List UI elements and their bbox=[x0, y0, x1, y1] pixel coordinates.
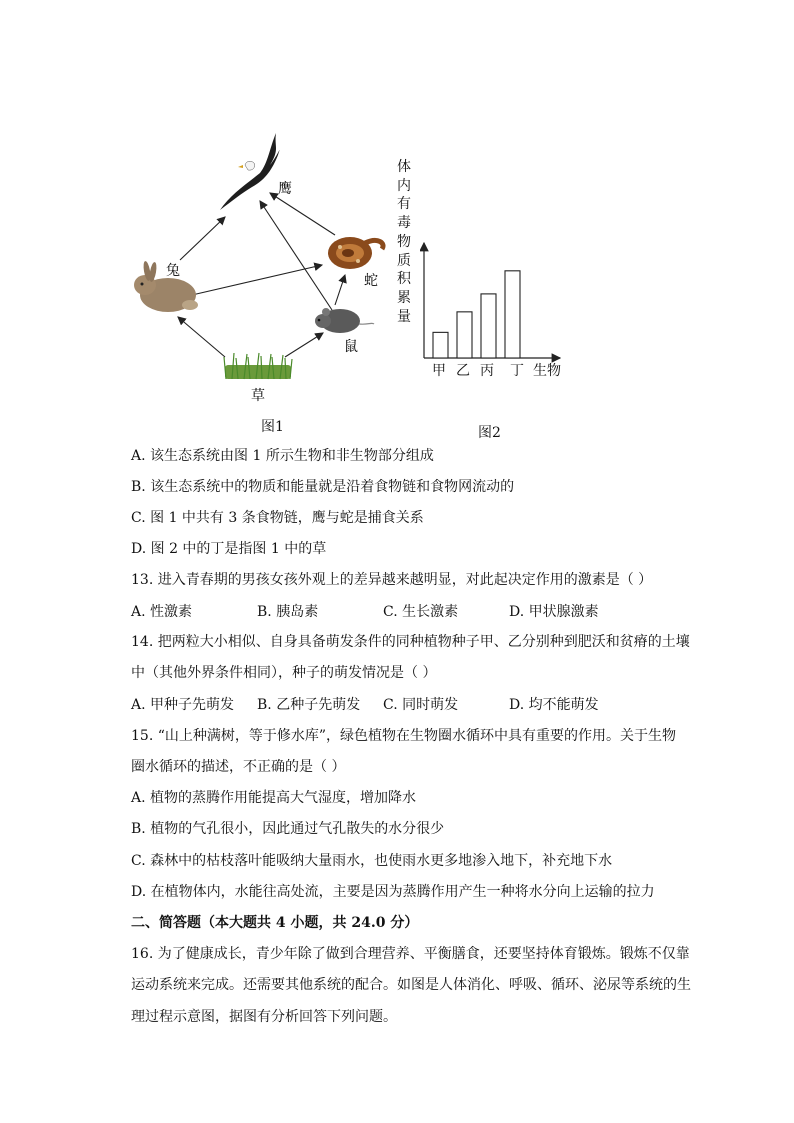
q12-option-a: A. 该生态系统由图 1 所示生物和非生物部分组成 bbox=[131, 448, 434, 464]
label-eagle: 鹰 bbox=[278, 181, 292, 197]
eagle-icon bbox=[220, 133, 280, 210]
label-snake: 蛇 bbox=[364, 273, 378, 289]
q15-stem-line2: 圈水循环的描述，不正确的是（ ） bbox=[131, 759, 346, 775]
q13-option-a: A. 性激素 bbox=[131, 604, 193, 620]
q16-line3: 理过程示意图，据图有分析回答下列问题。 bbox=[131, 1009, 397, 1025]
q15-option-a: A. 植物的蒸腾作用能提高大气湿度，增加降水 bbox=[131, 790, 417, 806]
x-tick-label: 丙 bbox=[480, 363, 494, 379]
food-web-figure bbox=[120, 125, 390, 415]
ylabel-char: 物 bbox=[397, 233, 411, 250]
q14-option-d: D. 均不能萌发 bbox=[509, 697, 599, 713]
ylabel-char: 体 bbox=[397, 159, 411, 175]
bar-1 bbox=[433, 332, 448, 358]
q13-option-c: C. 生长激素 bbox=[383, 604, 459, 620]
bar-3 bbox=[481, 294, 496, 358]
bar-2 bbox=[457, 312, 472, 358]
ylabel-char: 量 bbox=[397, 308, 411, 325]
food-web-arrows bbox=[178, 193, 345, 357]
q14-option-c: C. 同时萌发 bbox=[383, 697, 459, 713]
figure1-caption: 图1 bbox=[261, 419, 284, 435]
q13-option-b: B. 胰岛素 bbox=[257, 604, 319, 620]
q14-stem-line1: 14. 把两粒大小相似、自身具备萌发条件的同种植物种子甲、乙分别种到肥沃和贫瘠的土壤 bbox=[131, 634, 690, 650]
x-axis-label: 生物 bbox=[533, 363, 561, 379]
q16-line1: 16. 为了健康成长，青少年除了做到合理营养、平衡膳食，还要坚持体育锻炼。锻炼不仅靠 bbox=[131, 946, 690, 962]
q12-option-b: B. 该生态系统中的物质和能量就是沿着食物链和食物网流动的 bbox=[131, 479, 515, 495]
grass-icon bbox=[224, 353, 292, 379]
q14-option-a: A. 甲种子先萌发 bbox=[131, 697, 235, 713]
x-tick-label: 乙 bbox=[456, 363, 470, 379]
figure2-caption: 图2 bbox=[478, 425, 501, 441]
q15-option-b: B. 植物的气孔很小，因此通过气孔散失的水分很少 bbox=[131, 821, 445, 837]
bar-4 bbox=[505, 271, 520, 358]
q13-option-d: D. 甲状腺激素 bbox=[509, 604, 599, 620]
ylabel-char: 毒 bbox=[397, 215, 411, 232]
x-tick-label: 甲 bbox=[432, 363, 446, 379]
ylabel-char: 有 bbox=[397, 196, 411, 213]
q15-option-c: C. 森林中的枯枝落叶能吸纳大量雨水，也使雨水更多地渗入地下，补充地下水 bbox=[131, 853, 613, 869]
section2-heading: 二、简答题（本大题共 4 小题，共 24.0 分） bbox=[131, 915, 419, 931]
q12-option-c: C. 图 1 中共有 3 条食物链，鹰与蛇是捕食关系 bbox=[131, 510, 424, 526]
label-rabbit: 兔 bbox=[166, 263, 180, 279]
q16-line2: 运动系统来完成。还需要其他系统的配合。如图是人体消化、呼吸、循环、泌尿等系统的生 bbox=[131, 977, 691, 993]
q13-stem: 13. 进入青春期的男孩女孩外观上的差异越来越明显，对此起决定作用的激素是（ ） bbox=[131, 572, 653, 588]
q14-stem-line2: 中（其他外界条件相同），种子的萌发情况是（ ） bbox=[131, 665, 437, 681]
label-grass: 草 bbox=[251, 388, 265, 404]
snake-icon bbox=[328, 237, 383, 269]
q15-option-d: D. 在植物体内，水能往高处流，主要是因为蒸腾作用产生一种将水分向上运输的拉力 bbox=[131, 884, 655, 900]
x-tick-label: 丁 bbox=[510, 363, 524, 379]
q15-stem-line1: 15. “山上种满树，等于修水库”，绿色植物在生物圈水循环中具有重要的作用。关于生物 bbox=[131, 728, 677, 744]
q14-option-b: B. 乙种子先萌发 bbox=[257, 697, 361, 713]
ylabel-char: 质 bbox=[397, 252, 411, 269]
ylabel-char: 累 bbox=[397, 289, 411, 306]
label-mouse: 鼠 bbox=[344, 339, 358, 355]
mouse-icon bbox=[315, 308, 374, 333]
ylabel-char: 积 bbox=[397, 271, 411, 288]
ylabel-char: 内 bbox=[397, 177, 411, 194]
toxin-bar-chart bbox=[420, 240, 570, 365]
chart-x-labels bbox=[432, 360, 612, 380]
chart-ylabel bbox=[396, 158, 412, 326]
q12-option-d: D. 图 2 中的丁是指图 1 中的草 bbox=[131, 541, 327, 557]
